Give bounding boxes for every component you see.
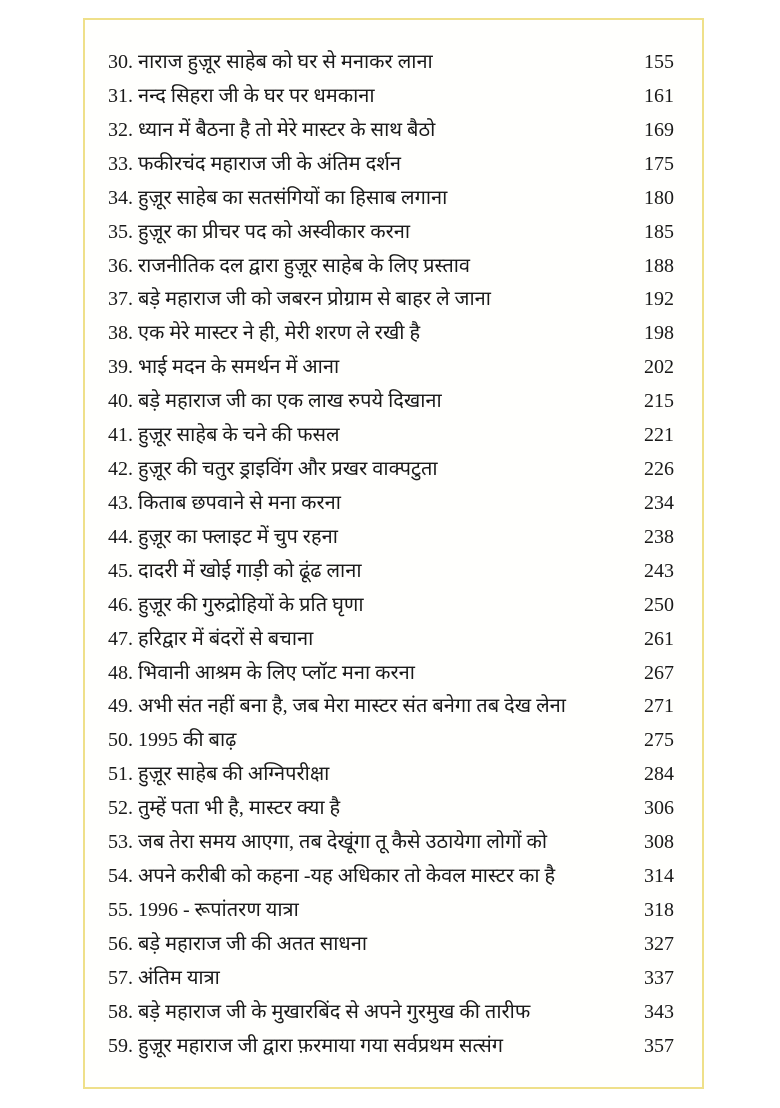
toc-entry — [108, 249, 674, 283]
toc-entry-number: 56. — [108, 932, 133, 955]
toc-entry-text: अंतिम यात्रा — [138, 966, 220, 989]
toc-entry-page: 175 — [644, 152, 674, 175]
toc-entry — [108, 927, 674, 961]
toc-entry — [108, 1029, 674, 1063]
toc-entry-text: नन्द सिहरा जी के घर पर धमकाना — [138, 84, 375, 107]
toc-entry-page: 275 — [644, 729, 674, 752]
toc-entry-number: 43. — [108, 491, 133, 514]
toc-entry-title — [108, 520, 624, 554]
toc-entry — [108, 723, 674, 757]
toc-entry-page: 271 — [644, 695, 674, 718]
toc-entry-number: 57. — [108, 966, 133, 989]
toc-entry-page: 202 — [644, 356, 674, 379]
toc-entry-page: 243 — [644, 559, 674, 582]
toc-entry-page: 308 — [644, 831, 674, 854]
toc-entry — [108, 690, 674, 724]
toc-entry-title — [108, 859, 624, 893]
toc-entry-title — [108, 452, 624, 486]
toc-entry-title — [108, 995, 624, 1029]
toc-entry — [108, 113, 674, 147]
toc-entry-page: 226 — [644, 458, 674, 481]
toc-entry-page: 261 — [644, 627, 674, 650]
table-of-contents — [108, 45, 674, 1063]
toc-entry-title — [108, 350, 624, 384]
toc-entry-page: 327 — [644, 932, 674, 955]
toc-entry-title — [108, 249, 624, 283]
toc-entry-title — [108, 79, 624, 113]
toc-entry-title — [108, 656, 624, 690]
toc-entry-text: तुम्हें पता भी है, मास्टर क्या है — [138, 797, 341, 820]
toc-entry-text: हुज़ूर की गुरुद्रोहियों के प्रति घृणा — [138, 593, 364, 616]
toc-entry-number: 47. — [108, 627, 133, 650]
toc-entry-title — [108, 215, 624, 249]
toc-entry-text: हुज़ूर साहेब की अग्निपरीक्षा — [138, 763, 330, 786]
toc-entry — [108, 520, 674, 554]
toc-entry-number: 58. — [108, 1000, 133, 1023]
toc-entry-page: 343 — [644, 1000, 674, 1023]
toc-entry-text: बड़े महाराज जी का एक लाख रुपये दिखाना — [138, 390, 442, 413]
toc-entry-title — [108, 825, 624, 859]
toc-entry-page: 161 — [644, 84, 674, 107]
toc-entry-number: 59. — [108, 1034, 133, 1057]
toc-entry — [108, 995, 674, 1029]
toc-entry-page: 357 — [644, 1034, 674, 1057]
toc-entry-number: 39. — [108, 356, 133, 379]
toc-entry-text: बड़े महाराज जी के मुखारबिंद से अपने गुरमुख की तारीफ — [138, 1000, 531, 1023]
toc-entry — [108, 418, 674, 452]
toc-entry-page: 337 — [644, 966, 674, 989]
toc-entry — [108, 622, 674, 656]
toc-entry — [108, 656, 674, 690]
toc-entry-number: 49. — [108, 695, 133, 718]
toc-entry-page: 250 — [644, 593, 674, 616]
toc-entry-text: हुज़ूर साहेब के चने की फसल — [138, 424, 340, 447]
toc-entry-text: भाई मदन के समर्थन में आना — [138, 356, 340, 379]
toc-entry-number: 42. — [108, 458, 133, 481]
toc-entry-number: 30. — [108, 50, 133, 73]
toc-entry-text: हरिद्वार में बंदरों से बचाना — [138, 627, 314, 650]
toc-entry-text: हुज़ूर का फ्लाइट में चुप रहना — [138, 525, 338, 548]
toc-entry-title — [108, 147, 624, 181]
toc-entry-page: 318 — [644, 899, 674, 922]
toc-entry-number: 34. — [108, 186, 133, 209]
toc-entry-text: दादरी में खोई गाड़ी को ढूंढ लाना — [138, 559, 362, 582]
toc-entry — [108, 554, 674, 588]
toc-entry-page: 238 — [644, 525, 674, 548]
toc-entry-title — [108, 723, 624, 757]
toc-entry-title — [108, 757, 624, 791]
toc-entry-page: 192 — [644, 288, 674, 311]
toc-entry-page: 234 — [644, 491, 674, 514]
toc-entry-text: 1995 की बाढ़ — [138, 729, 237, 752]
toc-entry-page: 169 — [644, 118, 674, 141]
toc-entry-text: जब तेरा समय आएगा, तब देखूंगा तू कैसे उठायेगा लोगों को — [138, 831, 548, 854]
toc-entry-number: 45. — [108, 559, 133, 582]
toc-entry-text: हुज़ूर की चतुर ड्राइविंग और प्रखर वाक्पटुता — [138, 458, 438, 481]
toc-entry-title — [108, 689, 624, 723]
toc-entry-text: फकीरचंद महाराज जी के अंतिम दर्शन — [138, 152, 401, 175]
toc-entry-number: 54. — [108, 865, 133, 888]
toc-entry — [108, 45, 674, 79]
toc-entry — [108, 757, 674, 791]
toc-entry-number: 48. — [108, 661, 133, 684]
toc-entry-number: 51. — [108, 763, 133, 786]
toc-entry — [108, 181, 674, 215]
toc-entry-number: 35. — [108, 220, 133, 243]
toc-entry-title — [108, 418, 624, 452]
toc-entry-text: हुज़ूर का प्रीचर पद को अस्वीकार करना — [138, 220, 411, 243]
toc-entry-text: ध्यान में बैठना है तो मेरे मास्टर के साथ बैठो — [138, 118, 436, 141]
toc-entry-text: बड़े महाराज जी को जबरन प्रोग्राम से बाहर ले जाना — [138, 288, 491, 311]
toc-entry-number: 52. — [108, 797, 133, 820]
toc-entry — [108, 893, 674, 927]
toc-entry-page: 306 — [644, 797, 674, 820]
toc-entry-title — [108, 791, 624, 825]
toc-entry-number: 38. — [108, 322, 133, 345]
toc-entry-title — [108, 961, 624, 995]
toc-entry-title — [108, 45, 624, 79]
toc-entry-number: 36. — [108, 254, 133, 277]
toc-entry-page: 180 — [644, 186, 674, 209]
toc-entry-title — [108, 893, 624, 927]
toc-entry-title — [108, 927, 624, 961]
toc-entry — [108, 316, 674, 350]
toc-entry — [108, 452, 674, 486]
toc-entry — [108, 859, 674, 893]
toc-entry-number: 40. — [108, 390, 133, 413]
toc-entry-text: भिवानी आश्रम के लिए प्लॉट मना करना — [138, 661, 415, 684]
toc-entry-text: राजनीतिक दल द्वारा हुज़ूर साहेब के लिए प्रस्ताव — [138, 254, 471, 277]
toc-entry-text: अपने करीबी को कहना -यह अधिकार तो केवल मास्टर का है — [138, 865, 556, 888]
toc-entry-text: हुज़ूर साहेब का सतसंगियों का हिसाब लगाना — [138, 186, 448, 209]
toc-entry-number: 50. — [108, 729, 133, 752]
toc-entry — [108, 486, 674, 520]
toc-entry-title — [108, 554, 624, 588]
toc-entry-title — [108, 1029, 624, 1063]
toc-entry-title — [108, 181, 624, 215]
toc-entry-title — [108, 622, 624, 656]
toc-entry — [108, 825, 674, 859]
toc-entry — [108, 961, 674, 995]
toc-entry-text: नाराज हुज़ूर साहेब को घर से मनाकर लाना — [138, 50, 433, 73]
toc-entry-text: बड़े महाराज जी की अतत साधना — [138, 932, 367, 955]
toc-entry — [108, 79, 674, 113]
toc-entry-text: एक मेरे मास्टर ने ही, मेरी शरण ले रखी है — [138, 322, 421, 345]
toc-entry-page: 185 — [644, 220, 674, 243]
toc-entry-title — [108, 282, 624, 316]
toc-entry-page: 215 — [644, 390, 674, 413]
toc-entry-text: 1996 - रूपांतरण यात्रा — [138, 899, 299, 922]
toc-entry-text: हुज़ूर महाराज जी द्वारा फ़रमाया गया सर्वप्रथम सत्संग — [138, 1034, 503, 1057]
toc-entry-text: किताब छपवाने से मना करना — [138, 491, 341, 514]
toc-entry-number: 46. — [108, 593, 133, 616]
toc-entry-number: 32. — [108, 118, 133, 141]
toc-entry-number: 37. — [108, 288, 133, 311]
toc-entry-title — [108, 113, 624, 147]
toc-entry — [108, 215, 674, 249]
toc-entry — [108, 791, 674, 825]
toc-entry-number: 31. — [108, 84, 133, 107]
toc-entry — [108, 588, 674, 622]
toc-entry-title — [108, 486, 624, 520]
toc-entry-page: 314 — [644, 865, 674, 888]
toc-entry-page: 284 — [644, 763, 674, 786]
toc-entry-page: 155 — [644, 50, 674, 73]
toc-entry-title — [108, 588, 624, 622]
toc-entry-number: 33. — [108, 152, 133, 175]
toc-entry-page: 198 — [644, 322, 674, 345]
toc-entry — [108, 282, 674, 316]
toc-entry-number: 55. — [108, 899, 133, 922]
toc-entry-number: 53. — [108, 831, 133, 854]
toc-entry — [108, 147, 674, 181]
toc-entry-number: 41. — [108, 424, 133, 447]
toc-entry-title — [108, 316, 624, 350]
toc-entry — [108, 384, 674, 418]
toc-entry-page: 221 — [644, 424, 674, 447]
toc-entry-page: 188 — [644, 254, 674, 277]
toc-entry-page: 267 — [644, 661, 674, 684]
toc-entry-title — [108, 384, 624, 418]
toc-entry — [108, 350, 674, 384]
toc-entry-number: 44. — [108, 525, 133, 548]
toc-entry-text: अभी संत नहीं बना है, जब मेरा मास्टर संत बनेगा तब देख लेना — [138, 695, 566, 718]
